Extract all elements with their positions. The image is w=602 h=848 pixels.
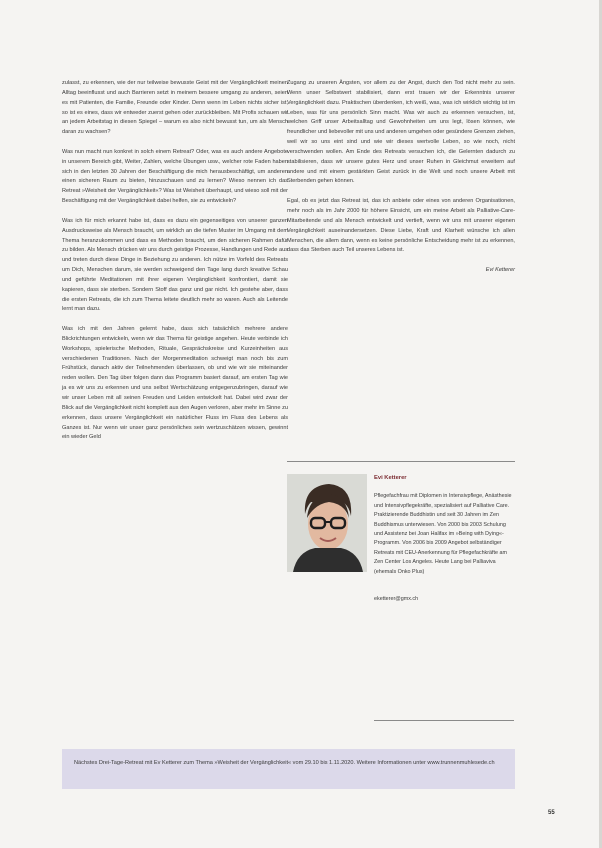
author-bio — [374, 474, 514, 604]
paragraph: Was ich mit den Jahren gelernt habe, dass sich tatsächlich mehrere andere Blickrichtungen entwickeln, wenn wir das Thema für geistige angehen. Heute verbinde ich Workshops, spielerische Methoden, Rituale, Gesprächskreise und Kurzeinheiten aus verschiedenen Traditionen. Nach der Morgenmeditation schweigt man noch bis zum Frühstück, danach aktiv der Teilnehmenden überlassen, ob und wie wir sie miteinander reden wollen. Den Tag über folgen dann das Programm basiert darauf, am ersten Tag wie ja es wir uns zu erkennen und uns selbst Wertschätzung entgegenzubringen, darauf wie wir unser Leben mit all seinen Freuden und Leiden entwickelt hat. Dabei wird zwar der Blick auf die Vergänglichkeit nicht komplett aus den Augen verloren, aber mehr im Sinne zu erkennen, dass unsere Vergänglichkeit ein natürlicher Fluss im Fluss des Lebens als Ganzes ist. Nur wenn wir unser ganz persönliches sein wertzuschätzen wissen, gewinnt ein wieder Geld — [62, 326, 288, 441]
divider — [374, 720, 514, 721]
page-number: 55 — [548, 810, 555, 816]
author-signature: Evi Ketterer — [485, 267, 515, 274]
left-column — [62, 79, 288, 453]
divider — [287, 461, 515, 462]
portrait-image — [287, 474, 367, 572]
paragraph: Was nun macht nun konkret in solch einem Retreat? Oder, was es auch andere Angebote in unserem Bereich gibt, Weiter, Zahlen, welche Übungen usw., welcher rote Faden haben sich in den letzten 30 Jahren der Beschäftigung die mich herausbeschäftigt, um anderen einen sicheren Raum zu bieten, hinzuschauen und zu lernen? Wieso nennen ich das Retreat »Weisheit der Vergänglichkeit«? Was ist Weisheit überhaupt, und wieso soll mit der Beschäftigung mit der Vergänglichkeit dabei helfen, sie zu entwickeln? — [62, 148, 288, 205]
paragraph: Was ich für mich erkannt habe ist, dass es dazu ein gegenseitiges von unserer ganzen Ausdrucksweise als Mensch braucht, um wirklich an die tiefen Muster im Umgang mit dem Thema heranzukommen und dass es Methoden braucht, um den sicheren Rahmen dafür zu bilden. Als Mensch drücken wir uns durch geistige Prozesse, Handlungen und Rede aus und treten durch diese Dinge in Beziehung zu anderen. Ich nütze im Vorfeld des Retreats um Dich, Menschen darum, sie werden schweigend den Tage lang durch kreative Schau und geführte Meditationen mit ihrer eigenen Vergänglichkeit konfrontiert, damit sie kapieren, dass sie sterben. Sondern Stoff das ganz und gar nicht. Ich gestehe aber, dass die ersten Retreats, die ich zum Thema leitete deutlich mehr so waren. Auch als Leitende lernt man dazu. — [62, 217, 288, 313]
author-name: Evi Ketterer — [374, 475, 407, 481]
right-column — [287, 79, 515, 276]
author-email[interactable]: eketterer@gmx.ch — [374, 596, 419, 603]
paragraph: Zugang zu unseren Ängsten, vor allem zu der Angst, durch den Tod nicht mehr zu sein. Wenn unser Selbstwert stabilisiert, dann erst trauen wir der Erkenntnis unserer Vergänglichkeit dazu. Praktischen überdenken, ich weiß, was, was ich wirklich wichtig ist im Leben, was für uns persönlich Sinn macht. Was wir auch zu erkennen versuchen, ist, welchen Griff unser Arbeitsalltag und Gewohnheiten um uns legt, lösen können, wie freundlicher und liebevoller mit uns und anderen umgehen oder gesündere Grenzen ziehen, weil wir so uns eint sind und wie wir dieses wertvolle Leben, so wie noch, nicht verschwenden wollen. Am Ende des Retreats versuchen ich, die Gelernten dadurch zu stabilisieren, dass wir unsere gutes Herz und unser Ruhen in Gleichmut erweitern auf andere und mit einem gestärkten Geist zurück in die Welt und noch unsere Arbeit mit Sterbenden gehen können. — [287, 80, 515, 185]
author-photo — [287, 474, 367, 572]
event-notice-box — [62, 749, 515, 789]
paragraph: Egal, ob es jetzt das Retreat ist, das ich anbiete oder eines von anderen Organisationen, mehr noch als im Jahr 2000 für höhere Einsicht, um ein meine Arbeit als Palliative-Care-Mitarbeitende und als Mensch entwickelt und vertieft, wenn wir uns mit unserer eigenen Vergänglichkeit auseinandersetzen. Diese Liebe, Kraft und Klarheit wünsche ich allen Menschen, die allem dann, wenn es keine persönliche Entscheidung mehr ist zu erkennen, dass das Sterben auch Teil unseres Lebens ist. — [287, 198, 515, 254]
paragraph: zulasst, zu erkennen, wie der nur teilweise bewusste Geist mit der Vergänglichkeit meinen Alltag beeinflusst und auch Barrieren setzt in meinem bessere umgang zu anderen, seien es mit Patienten, die Familie, Freunde oder Kinder. Denn wenn im Leben nichts sicher ist, so ist es eines, dass wir entweder zuerst gehen oder zurückbleiben. Mit Profis schauen wir an jedem Arbeitstag in diesen Spiegel – warum es also nicht bewusst tun, um als Mensch daran zu wachsen? — [62, 80, 288, 136]
event-notice-text: Nächstes Drei-Tage-Retreat mit Ev Ketterer zum Thema »Weisheit der Vergänglichkeit« vom 29.10 bis 1.11.2020. Weitere Informationen unter www.trunnenmuhlesede.ch — [74, 760, 495, 766]
bio-text: Pflegefachfrau mit Diplomen in Intensivpflege, Anästhesie und Intensivpflegekräfte, spezialisiert auf Palliative Care. Praktizierende Buddhistin und seit 30 Jahren im Zen Buddhismus unterwiesen. Von 2000 bis 2003 Schulung und Assistenz bei Joan Halifax im »Being with Dying«-Programm. Von 2006 bis 2009 Angebot selbständiger Retreats mit CEU-Anerkennung für Pflegefachkräfte am Zen Center Los Angeles. Heute Lang bei Palliaviva (ehemals Onko Plus) — [374, 493, 512, 575]
